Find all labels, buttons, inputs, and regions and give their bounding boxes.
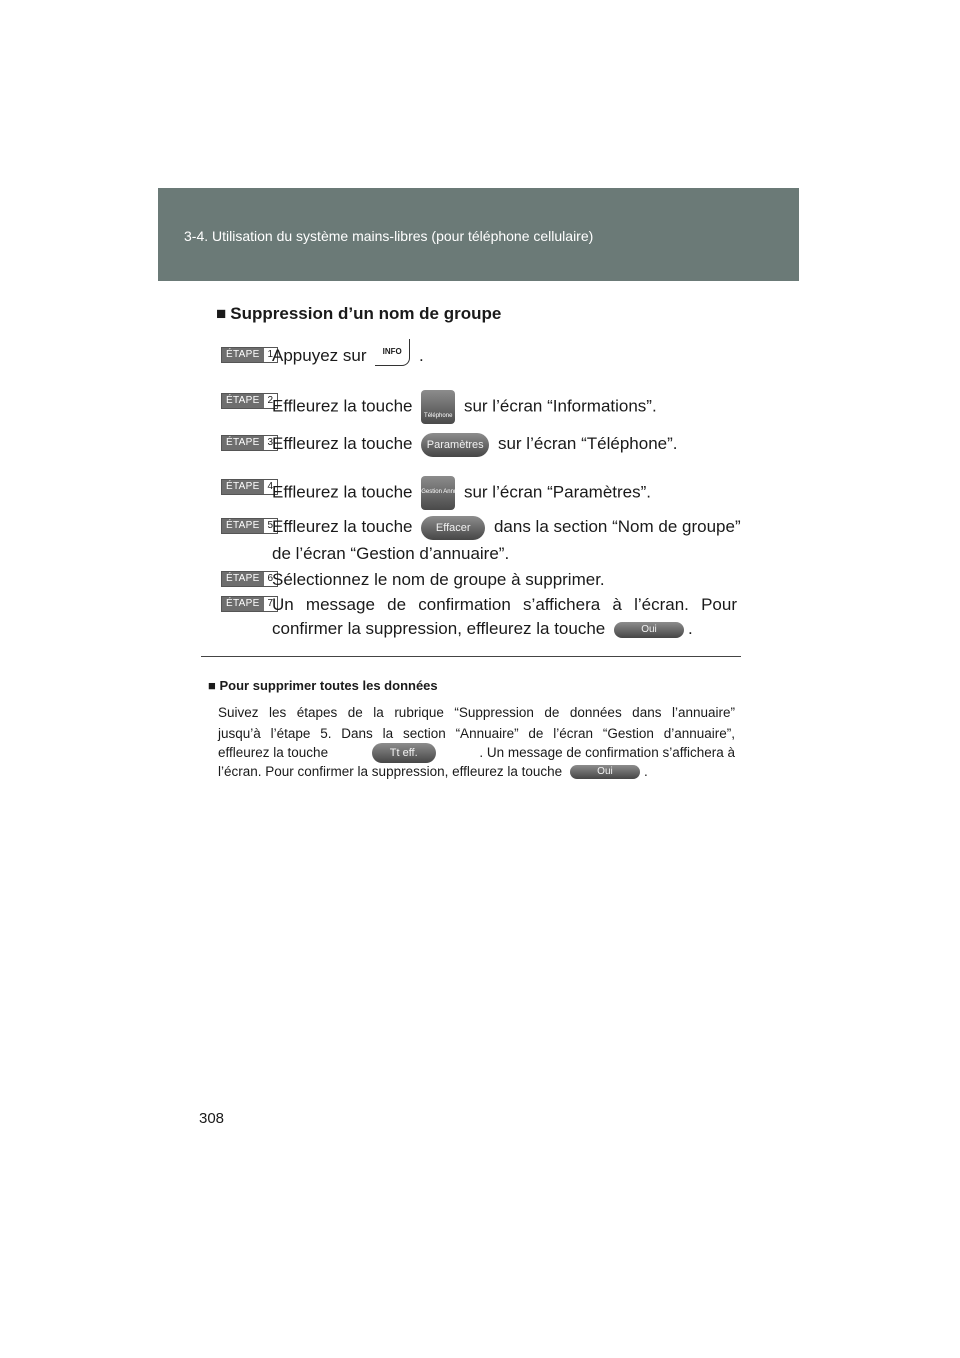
square-bullet-icon: ■ xyxy=(216,304,227,323)
telephone-button[interactable]: Téléphone xyxy=(421,390,455,424)
section-title: Suppression d’un nom de groupe xyxy=(230,304,502,323)
step-5: ÉTAPE 5 Effleurez la touche Effacer dans la section “Nom de groupe” de l’écran “Gestion d’annuaire”. xyxy=(221,515,741,565)
parametres-button[interactable]: Paramètres xyxy=(421,433,489,457)
tout-effacer-button[interactable]: Tt eff. xyxy=(372,743,436,763)
step-3: ÉTAPE 3 Effleurez la touche Paramètres sur l’écran “Téléphone”. xyxy=(221,432,741,456)
step-badge: ÉTAPE 7 xyxy=(221,596,278,612)
info-button[interactable]: INFO xyxy=(375,339,410,366)
note-heading xyxy=(208,678,438,693)
step-7: ÉTAPE 7 Un message de confirmation s’affichera à l’écran. Pour confirmer la suppression, effleurez la touche Oui . xyxy=(221,593,741,643)
step-badge: ÉTAPE 1 xyxy=(221,347,278,363)
step-1: ÉTAPE 1 Appuyez sur INFO . xyxy=(221,344,741,368)
effacer-button[interactable]: Effacer xyxy=(421,516,485,540)
chapter-header xyxy=(158,188,799,281)
square-bullet-icon: ■ xyxy=(208,678,216,693)
note-title: Pour supprimer toutes les données xyxy=(219,678,438,693)
page-number: 308 xyxy=(199,1110,225,1127)
step-6: ÉTAPE 6 Sélectionnez le nom de groupe à supprimer. xyxy=(221,568,741,592)
step-badge: ÉTAPE 6 xyxy=(221,571,278,587)
step-badge: ÉTAPE 2 xyxy=(221,393,278,409)
step-badge: ÉTAPE 5 xyxy=(221,518,278,534)
section-divider xyxy=(201,656,741,657)
chapter-title: 3-4. Utilisation du système mains-libres (pour téléphone cellulaire) xyxy=(184,228,594,244)
step-2: ÉTAPE 2 Effleurez la touche Téléphone sur l’écran “Informations”. xyxy=(221,390,741,414)
step-badge: ÉTAPE 3 xyxy=(221,435,278,451)
gestion-annuaire-button[interactable]: Gestion Annuaire xyxy=(421,476,455,510)
oui-button[interactable]: Oui xyxy=(614,622,684,638)
step-badge: ÉTAPE 4 xyxy=(221,479,278,495)
section-heading xyxy=(216,304,501,324)
step-4: ÉTAPE 4 Effleurez la touche Gestion Annuaire sur l’écran “Paramètres”. xyxy=(221,476,741,500)
oui-button[interactable]: Oui xyxy=(570,765,640,779)
note-body: Suivez les étapes de la rubrique “Suppression de données dans l’annuaire” jusqu’à l’étape 5. Dans la section “Annuaire” de l’écran “Gestion d’annuaire”, effleurez la touche Tt eff. . Un message de confirmation s’affichera à l’écran. Pour confirmer la suppression, effleurez la touche Oui . xyxy=(218,705,735,779)
